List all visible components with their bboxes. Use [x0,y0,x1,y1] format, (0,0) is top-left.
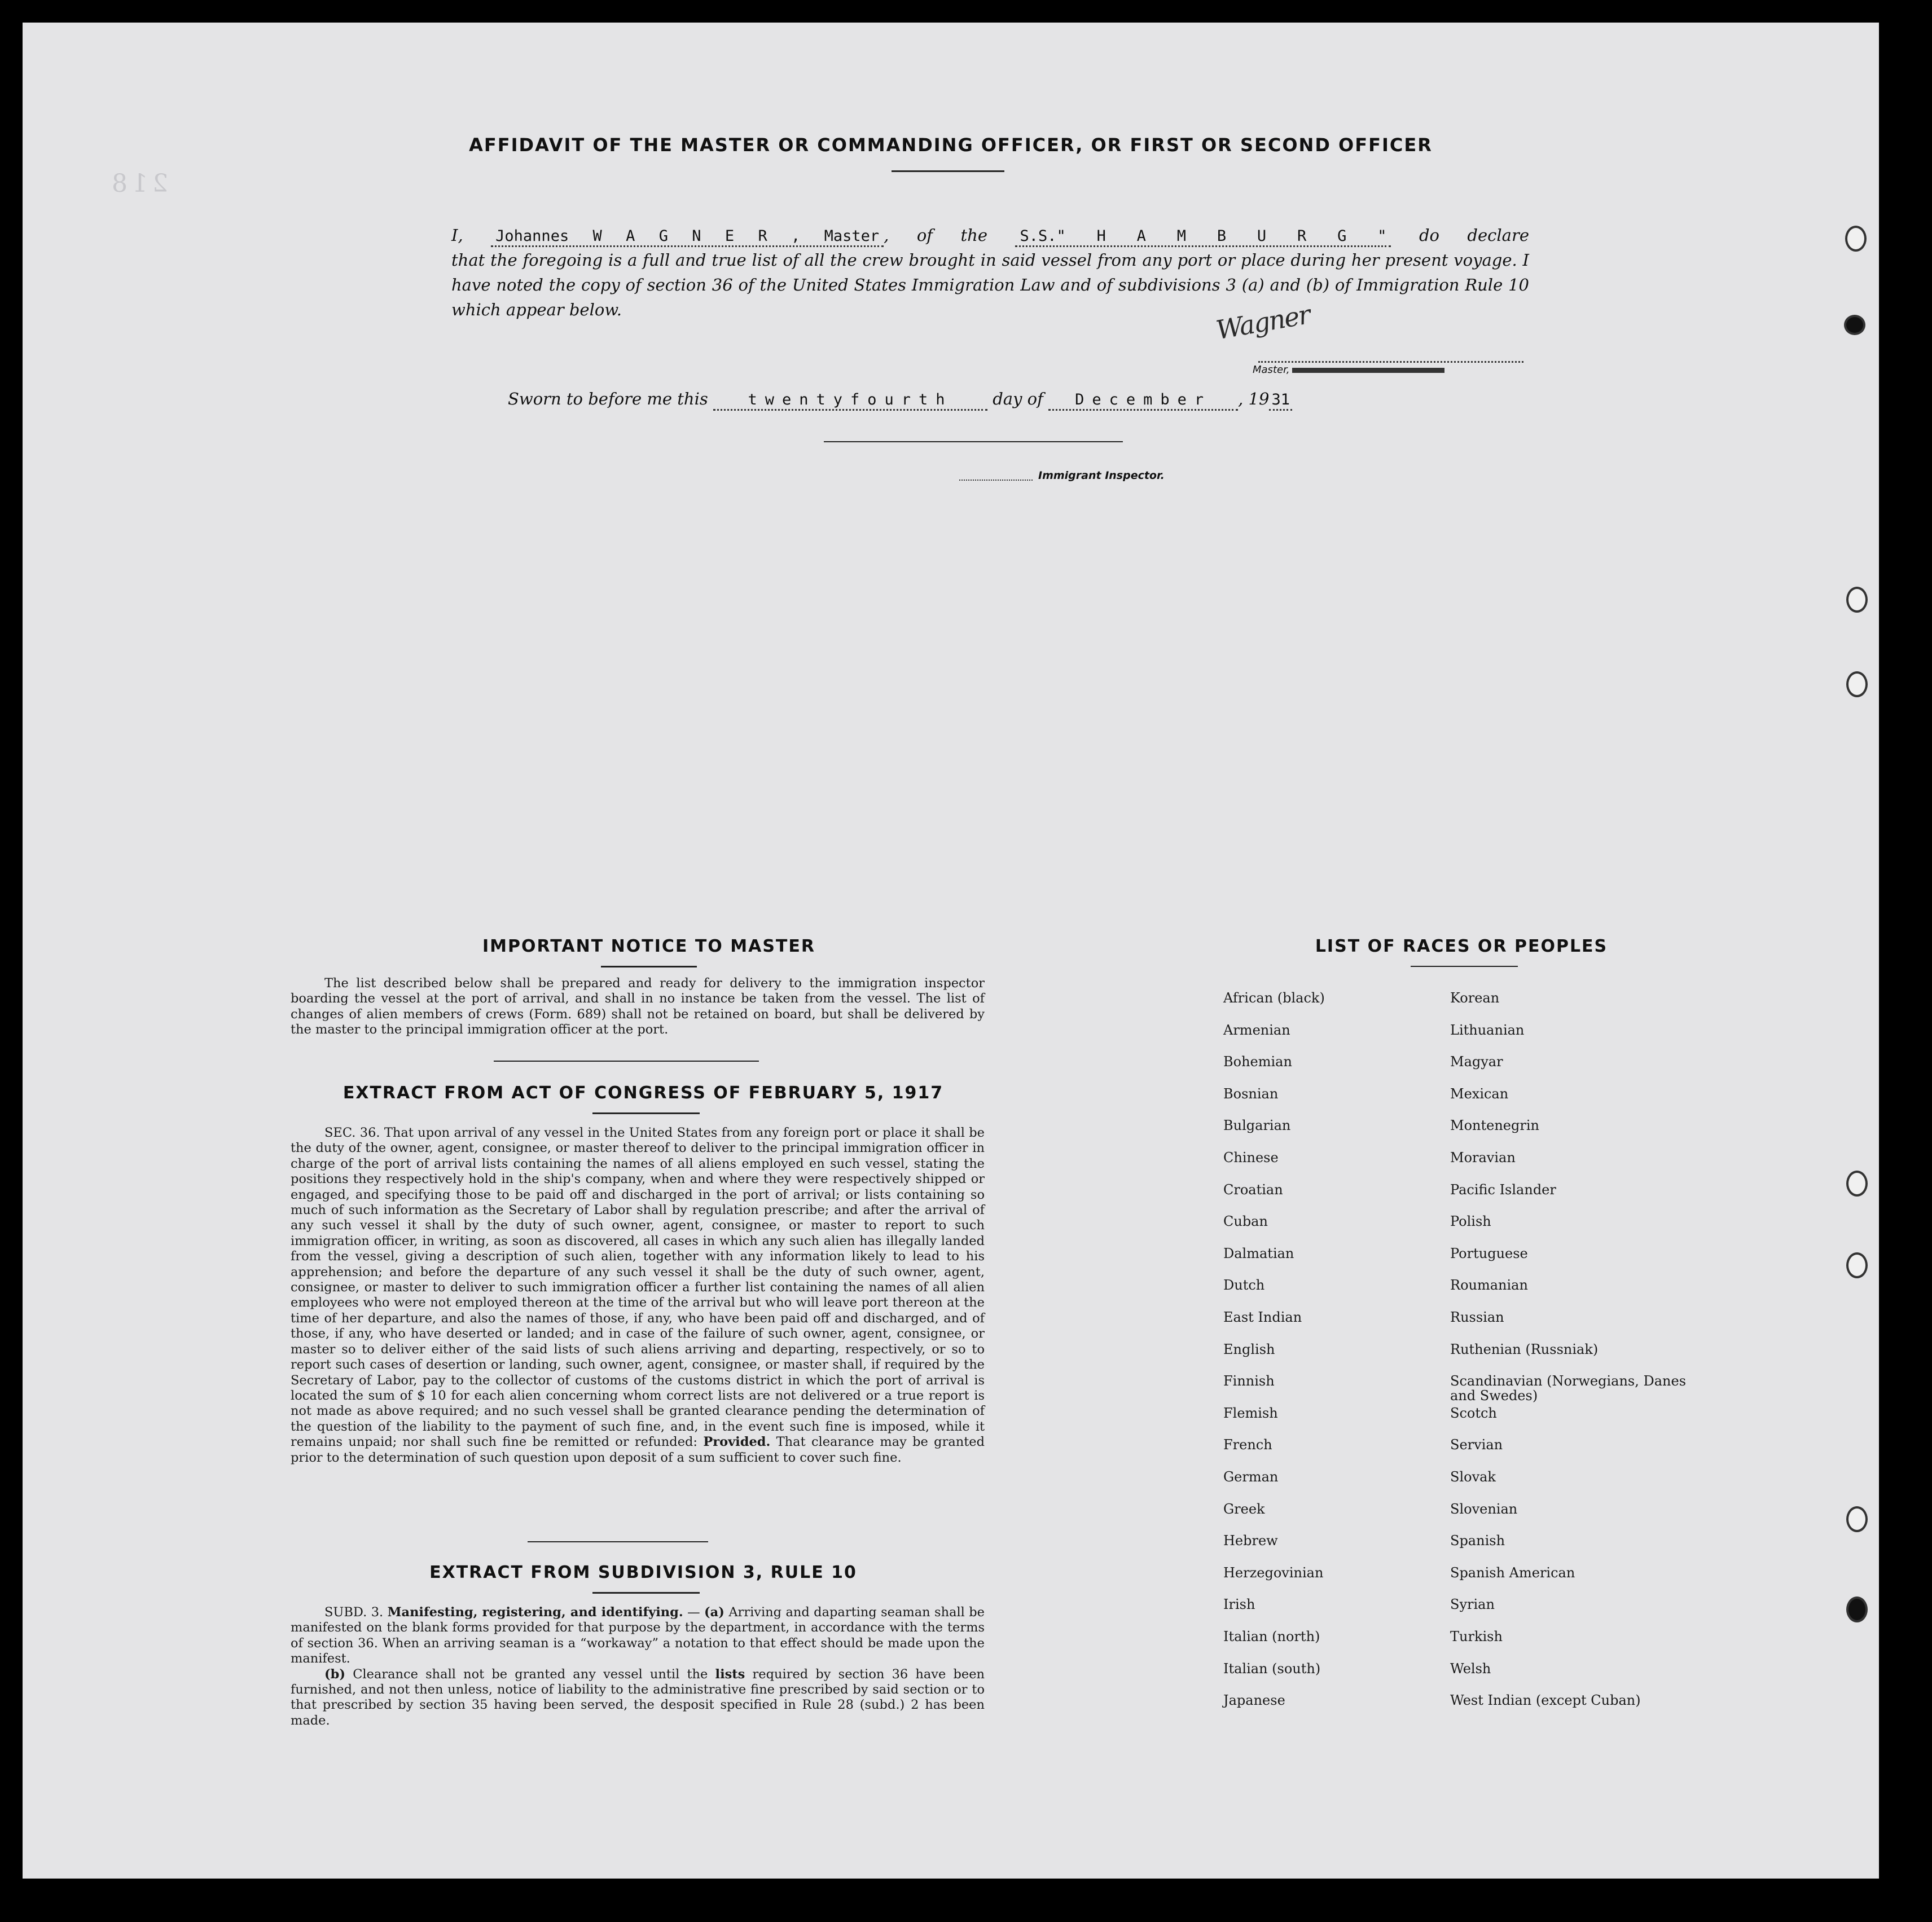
document-page [23,23,1879,1879]
ship-name-field: S.S." H A M B U R G " [1015,227,1391,247]
race-item: Croatian [1223,1181,1283,1198]
race-item: Pacific Islander [1450,1181,1556,1198]
race-item: Syrian [1450,1596,1495,1613]
of-the-label: , of the [884,226,987,245]
race-item: French [1223,1437,1272,1453]
race-item: Herzegovinian [1223,1564,1324,1581]
act-underline [592,1112,700,1114]
subd-b-label: (b) [324,1666,346,1682]
race-item: Dutch [1223,1277,1265,1294]
race-item: Russian [1450,1309,1504,1325]
race-item: Spanish American [1450,1564,1575,1581]
race-item: Dalmatian [1223,1245,1294,1261]
master-signature: Wagner [1214,299,1312,346]
race-item: West Indian (except Cuban) [1450,1692,1641,1709]
subd-dash: — [683,1605,705,1620]
subd-a-text: Arriving and daparting seaman shall be manifested on the blank forms provided for that purpose by the department, in accordance with the terms of section 36. When an arriving seaman is a “workaway” a notation to that effect should be made upon the manifest. [291,1605,985,1666]
day-of-label: day of [993,389,1043,408]
i-label: I, [451,226,463,245]
race-item: Magyar [1450,1054,1503,1070]
section-36-body [291,1125,985,1466]
race-item: Italian (south) [1223,1660,1321,1677]
race-item: Turkish [1450,1629,1503,1644]
sworn-day-field: twentyfourth [713,391,987,411]
race-item: Japanese [1223,1692,1285,1709]
subdivision-a [291,1605,985,1667]
subd-a-label: (a) [704,1605,725,1620]
do-declare-label: do declare [1419,226,1529,245]
race-item: Lithuanian [1450,1022,1525,1038]
race-item: Finnish [1223,1373,1275,1389]
race-item: Montenegrin [1450,1118,1539,1134]
subd-b-text-2: required by section 36 have been furnished, and not then unless, notice of liability to the administrative fine prescribed by said section or to that prescribed by section 35 having been served, the desposit specified in Rule 28 (subd.) 2 has been made. [291,1666,985,1728]
struck-out-text [1292,368,1444,373]
race-item: Chinese [1223,1150,1279,1165]
inspector-dotted-line [959,480,1033,481]
punch-hole [1846,1252,1868,1278]
race-item: Spanish [1450,1533,1505,1549]
races-underline [1411,966,1518,967]
race-item: Hebrew [1223,1533,1278,1549]
race-item: Bosnian [1223,1085,1279,1102]
notice-body: The list described below shall be prepared and ready for delivery to the immigration inspector boarding the vessel at the port of arrival, and shall in no instance be taken from the vessel. The list of changes of alien members of crews (Form. 689) shall not be retained on board, but shall be delivered by the master to the principal immigration officer at the port. [291,976,985,1037]
sworn-line [508,389,1411,411]
inspector-signature-line [824,441,1123,442]
subdivision-b [291,1667,985,1729]
punch-hole [1846,1596,1868,1622]
rule10-title: EXTRACT FROM SUBDIVISION 3, RULE 10 [429,1563,857,1582]
master-caption [1253,364,1535,376]
punch-hole [1846,1506,1868,1532]
race-item: Bulgarian [1223,1118,1291,1134]
section-36-text: SEC. 36. That upon arrival of any vessel in the United States from any foreign port or place it shall be the duty of the owner, agent, consignee, or master thereof to deliver to the principal immigration officer in charge of the port of arrival lists containing the names of all aliens employed en such vessel, stating the positions they respectively hold in the ship's company, when and where they were respectively shipped or engaged, and specifying those to be paid off and discharged in the port of arrival; or lists containing so much of such information as the Secretary of Labor shall by regulation prescribe; and after the arrival of any such vessel it shall by the duty of such owner, agent, consignee, or master to report to such immigration officer, in writing, as soon as discovered, all cases in which any such alien has illegally landed from the vessel, giving a description of such alien, together with any information likely to lead to his apprehension; and before the departure of any such vessel it shall be the duty of such owner, agent, consignee, or master to deliver to such immigration officer a further list containing the names of all alien employees who were not employed thereon at the time of the arrival but who will leave port thereon at the time of her departure, and also the names of those, if any, who have been paid off and discharged, and of those, if any, who have deserted or landed; and in case of the failure of such owner, agent, consignee, or master so to deliver either of the said lists of such aliens arriving and departing, respectively, or so to report such cases of desertion or landing, such owner, agent, consignee, or master shall, if required by the Secretary of Labor, pay to the collector of customs of the customs district in which the port of arrival is located the sum of $ 10 for each alien concerning whom correct lists are not delivered or a true report is not made as above required; and no such vessel shall be granted clearance pending the determination of the question of the liability to the payment of such fine, and, in the event such fine is imposed, while it remains unpaid; nor shall such fine be remitted or refunded: [291,1125,985,1450]
race-item: Bohemian [1223,1054,1292,1070]
affidavit-title: AFFIDAVIT OF THE MASTER OR COMMANDING OFFICER, OR FIRST OR SECOND OFFICER [469,134,1433,156]
race-item: Polish [1450,1213,1491,1230]
race-item: Irish [1223,1596,1255,1613]
punch-hole [1844,315,1865,335]
race-item: German [1223,1469,1279,1485]
punch-hole [1846,587,1868,613]
master-caption-text: Master, [1253,364,1290,376]
notice-underline [601,966,697,967]
year-prefix: , 19 [1238,389,1270,408]
affidavit-body [451,223,1529,322]
race-item: Servian [1450,1437,1503,1453]
race-item: African (black) [1223,990,1325,1006]
provided-keyword: Provided. [703,1435,771,1450]
race-item: Italian (north) [1223,1629,1320,1644]
race-item: Mexican [1450,1085,1509,1102]
rule10-body [291,1605,985,1729]
notice-title: IMPORTANT NOTICE TO MASTER [482,936,815,956]
subd-heading: Manifesting, registering, and identifying. [387,1605,683,1620]
race-item: Roumanian [1450,1277,1528,1294]
rule10-underline [592,1592,700,1594]
sworn-label: Sworn to before me this [508,389,708,408]
affidavit-statement: that the foregoing is a full and true list of all the crew brought in said vessel from any port or place during her present voyage. I have noted the copy of section 36 of the United States Immigration Law and of subdivisions 3 (a) and (b) of Immigration Rule 10 which appear below. [451,250,1529,319]
race-item: Korean [1450,990,1500,1006]
subd-b-text-1: Clearance shall not be granted any vessel until the [353,1666,708,1682]
punch-hole [1845,226,1867,252]
punch-hole [1846,1171,1868,1197]
punch-hole [1846,671,1868,697]
act-title: EXTRACT FROM ACT OF CONGRESS OF FEBRUARY 5, 1917 [343,1083,944,1103]
race-item: Slovak [1450,1469,1496,1485]
sworn-month-field: December [1048,391,1238,411]
race-item: Greek [1223,1501,1265,1517]
notice-divider [494,1061,759,1062]
title-underline [892,170,1004,172]
race-item: Armenian [1223,1022,1290,1038]
section-36-text-end: That clearance may be granted prior to the determination of such question upon deposit of a sum sufficient to cover such fine. [291,1435,985,1465]
race-item: Portuguese [1450,1245,1528,1261]
signature-line [1258,361,1523,363]
page-number-pencil: 218 [107,169,168,198]
race-item: Scandinavian (Norwegians, Danes and Swedes) [1450,1373,1687,1404]
year-field: 31 [1269,391,1292,411]
race-item: Scotch [1450,1405,1497,1421]
race-item: Cuban [1223,1213,1268,1230]
subd-b-lists: lists [715,1666,745,1682]
race-item: Moravian [1450,1150,1516,1165]
race-item: Ruthenian (Russniak) [1450,1341,1599,1357]
race-item: Slovenian [1450,1501,1518,1517]
inspector-label: Immigrant Inspector. [1038,469,1165,482]
races-title: LIST OF RACES OR PEOPLES [1315,936,1608,956]
subd-label: SUBD. 3. [324,1605,384,1620]
master-name-field: Johannes W A G N E R , Master [491,227,884,247]
race-item: Flemish [1223,1405,1278,1421]
race-item: Welsh [1450,1660,1491,1677]
race-item: English [1223,1341,1275,1357]
act-divider [528,1541,708,1542]
race-item: East Indian [1223,1309,1302,1325]
